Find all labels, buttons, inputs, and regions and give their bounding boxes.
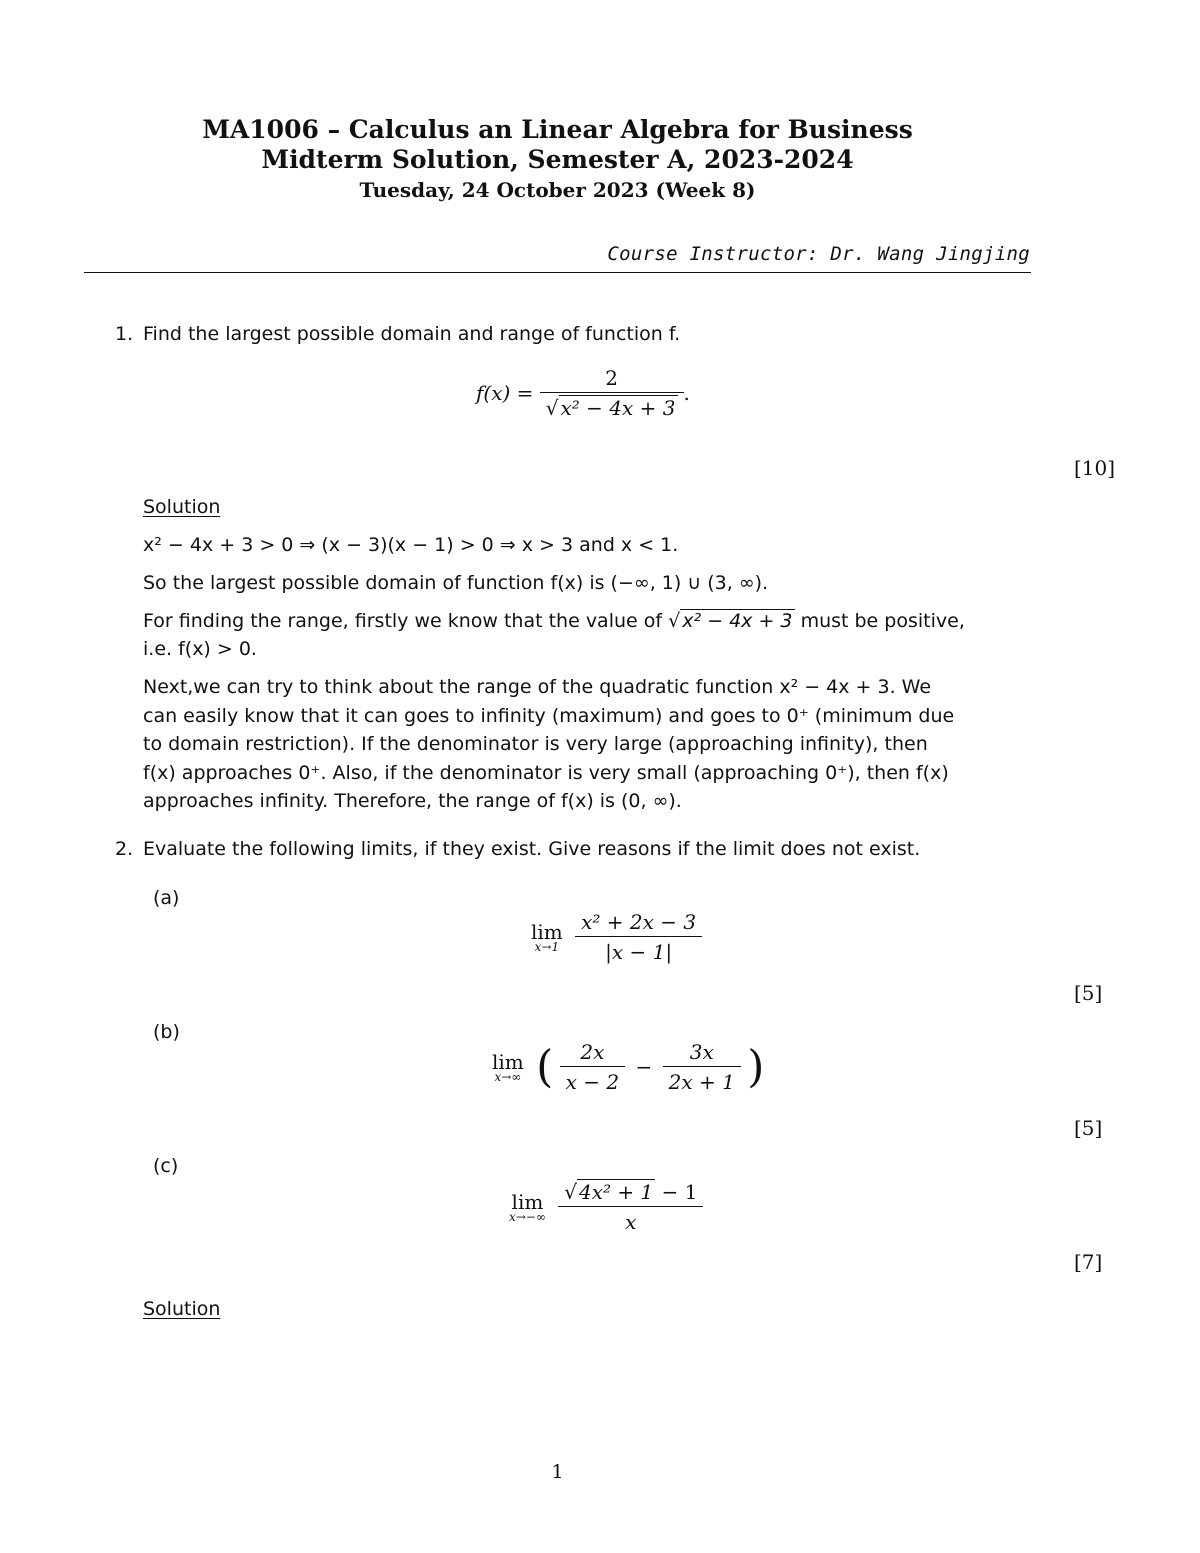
solution-1-paragraph-line-4: f(x) approaches 0⁺. Also, if the denominator is very small (approaching 0⁺), then f(x) [143,762,949,784]
function-lhs: f(x) = [476,381,534,405]
sqrt-symbol: √ x² − 4x + 3 [668,610,793,632]
minus-sign: − [635,1055,653,1079]
function-fraction [540,366,684,420]
part-c-limit [509,1180,703,1234]
question-1-prompt: Find the largest possible domain and range of function f. [143,323,681,345]
fraction-numerator: 2x [560,1040,625,1067]
question-2-solution-label: Solution [143,1298,221,1320]
solution-1-paragraph-line-2: can easily know that it can goes to infinity (maximum) and goes to 0⁺ (minimum due [143,705,955,727]
question-1-function [476,366,690,420]
solution-1-paragraph-line-5: approaches infinity. Therefore, the range of f(x) is (0, ∞). [143,790,682,812]
limit-fraction [575,910,702,964]
part-c-label: (c) [153,1155,179,1177]
fraction-denominator: |x − 1| [605,940,673,964]
fraction-denominator: x − 2 [565,1070,620,1094]
limit-operator [509,1190,546,1224]
limit-fraction [558,1180,703,1234]
limit-operator [492,1050,524,1084]
function-period: . [683,381,690,405]
fraction-numerator: 2 [540,366,684,393]
fraction-denominator [540,393,684,420]
question-1-marks: [10] [1074,456,1116,480]
question-1-number: 1. [115,323,134,345]
exam-date: Tuesday, 24 October 2023 (Week 8) [359,178,756,202]
lim-word: lim [531,920,563,944]
page-number: 1 [551,1461,564,1483]
fraction-numerator: x² + 2x − 3 [575,910,702,937]
lim-subscript: x→1 [534,940,560,954]
fraction-denominator: 2x + 1 [668,1070,735,1094]
limit-operator [531,920,563,954]
solution-1-paragraph-line-3: to domain restriction). If the denominator is very large (approaching infinity), then [143,733,928,755]
part-c-marks: [7] [1074,1250,1103,1274]
lim-word: lim [511,1190,544,1214]
fraction-numerator [558,1180,703,1207]
part-a-marks: [5] [1074,981,1103,1005]
left-paren: ( [536,1041,554,1093]
fraction-denominator: x [625,1210,637,1234]
part-b-marks: [5] [1074,1116,1103,1140]
document-title: MA1006 – Calculus an Linear Algebra for Business [202,115,913,144]
part-a-limit [531,910,702,964]
question-1-solution-label: Solution [143,496,221,518]
solution-1-line-1: x² − 4x + 3 > 0 ⇒ (x − 3)(x − 1) > 0 ⇒ x > 3 and x < 1. [143,534,679,556]
question-2-number: 2. [115,838,134,860]
right-paren: ) [747,1041,765,1093]
second-fraction [663,1040,741,1094]
part-b-label: (b) [153,1021,180,1043]
solution-1-line-3-start: For finding the range, firstly we know that the value of [143,610,663,632]
header-rule [84,272,1031,273]
document-subtitle: Midterm Solution, Semester A, 2023-2024 [261,145,854,174]
solution-1-paragraph-line-1: Next,we can try to think about the range of the quadratic function x² − 4x + 3. We [143,676,932,698]
solution-1-line-3-end: must be positive, [800,610,965,632]
solution-1-line-4: i.e. f(x) > 0. [143,638,257,660]
part-a-label: (a) [153,887,180,909]
sqrt-radicand: 4x² + 1 [578,1180,654,1204]
lim-subscript: x→−∞ [509,1210,546,1224]
course-instructor: Course Instructor: Dr. Wang Jingjing [607,243,1030,265]
sqrt-symbol: √ 4x² + 1 [564,1180,654,1204]
first-fraction [560,1040,625,1094]
fraction-numerator: 3x [663,1040,741,1067]
solution-1-line-2: So the largest possible domain of function f(x) is (−∞, 1) ∪ (3, ∞). [143,572,769,594]
solution-1-line-3 [143,607,1031,636]
sqrt-symbol: √ x² − 4x + 3 [545,396,676,420]
sqrt-radicand: x² − 4x + 3 [560,396,676,420]
sqrt-radicand: x² − 4x + 3 [682,610,793,632]
lim-subscript: x→∞ [494,1070,522,1084]
lim-word: lim [492,1050,524,1074]
part-b-limit [492,1040,764,1094]
numerator-tail: − 1 [661,1180,698,1204]
question-2-prompt: Evaluate the following limits, if they exist. Give reasons if the limit does not exist. [143,838,921,860]
